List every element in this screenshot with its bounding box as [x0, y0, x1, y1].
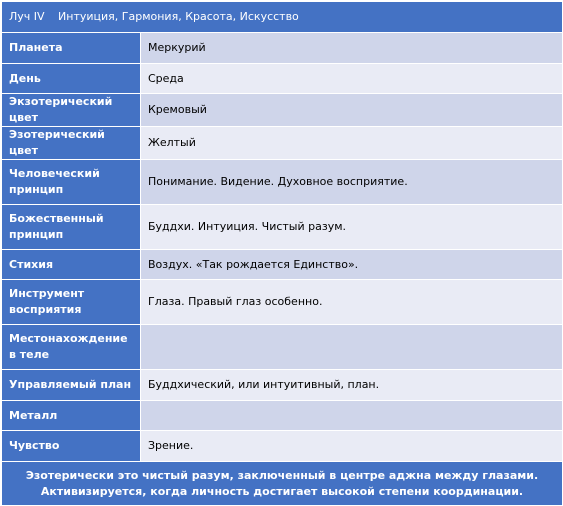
table-row — [2, 280, 563, 325]
table-footer-cell — [2, 462, 563, 506]
row-label: Металл — [2, 401, 141, 431]
row-label: Управляемый план — [2, 370, 141, 401]
row-value: Глаза. Правый глаз особенно. — [141, 280, 563, 325]
ray-title: Интуиция, Гармония, Красота, Искусство — [58, 10, 299, 23]
table-row — [2, 250, 563, 280]
table-header-cell — [2, 2, 563, 33]
row-label: Божественный принцип — [2, 205, 141, 250]
row-label: Местонахождение в теле — [2, 325, 141, 370]
row-label: Стихия — [2, 250, 141, 280]
row-value: Воздух. «Так рождается Единство». — [141, 250, 563, 280]
row-label: Инструмент восприятия — [2, 280, 141, 325]
table-header-row — [2, 2, 563, 33]
row-value: Желтый — [141, 127, 563, 160]
ray-properties-table — [1, 1, 563, 506]
row-label: Чувство — [2, 431, 141, 462]
row-value: Буддхи. Интуиция. Чистый разум. — [141, 205, 563, 250]
row-value — [141, 325, 563, 370]
table-footer-row — [2, 462, 563, 506]
row-value: Среда — [141, 64, 563, 94]
row-value: Зрение. — [141, 431, 563, 462]
row-label: День — [2, 64, 141, 94]
row-value: Меркурий — [141, 33, 563, 64]
row-label: Планета — [2, 33, 141, 64]
footer-line-1: Эзотерически это чистый разум, заключенный в центре аджна между глазами. — [25, 468, 539, 482]
table-row — [2, 160, 563, 205]
ray-number: Луч IV — [9, 10, 45, 23]
table-row — [2, 205, 563, 250]
footer-line-2: Активизируется, когда личность достигает высокой степени координации. — [40, 484, 524, 498]
table-row — [2, 431, 563, 462]
row-label: Человеческий принцип — [2, 160, 141, 205]
table-row — [2, 325, 563, 370]
table-row — [2, 127, 563, 160]
row-value: Кремовый — [141, 94, 563, 127]
table-row — [2, 94, 563, 127]
table-row — [2, 370, 563, 401]
table-row — [2, 401, 563, 431]
row-value — [141, 401, 563, 431]
row-value: Буддхический, или интуитивный, план. — [141, 370, 563, 401]
row-label: Экзотерический цвет — [2, 94, 141, 127]
table-row — [2, 33, 563, 64]
row-value: Понимание. Видение. Духовное восприятие. — [141, 160, 563, 205]
table-row — [2, 64, 563, 94]
row-label: Эзотерический цвет — [2, 127, 141, 160]
